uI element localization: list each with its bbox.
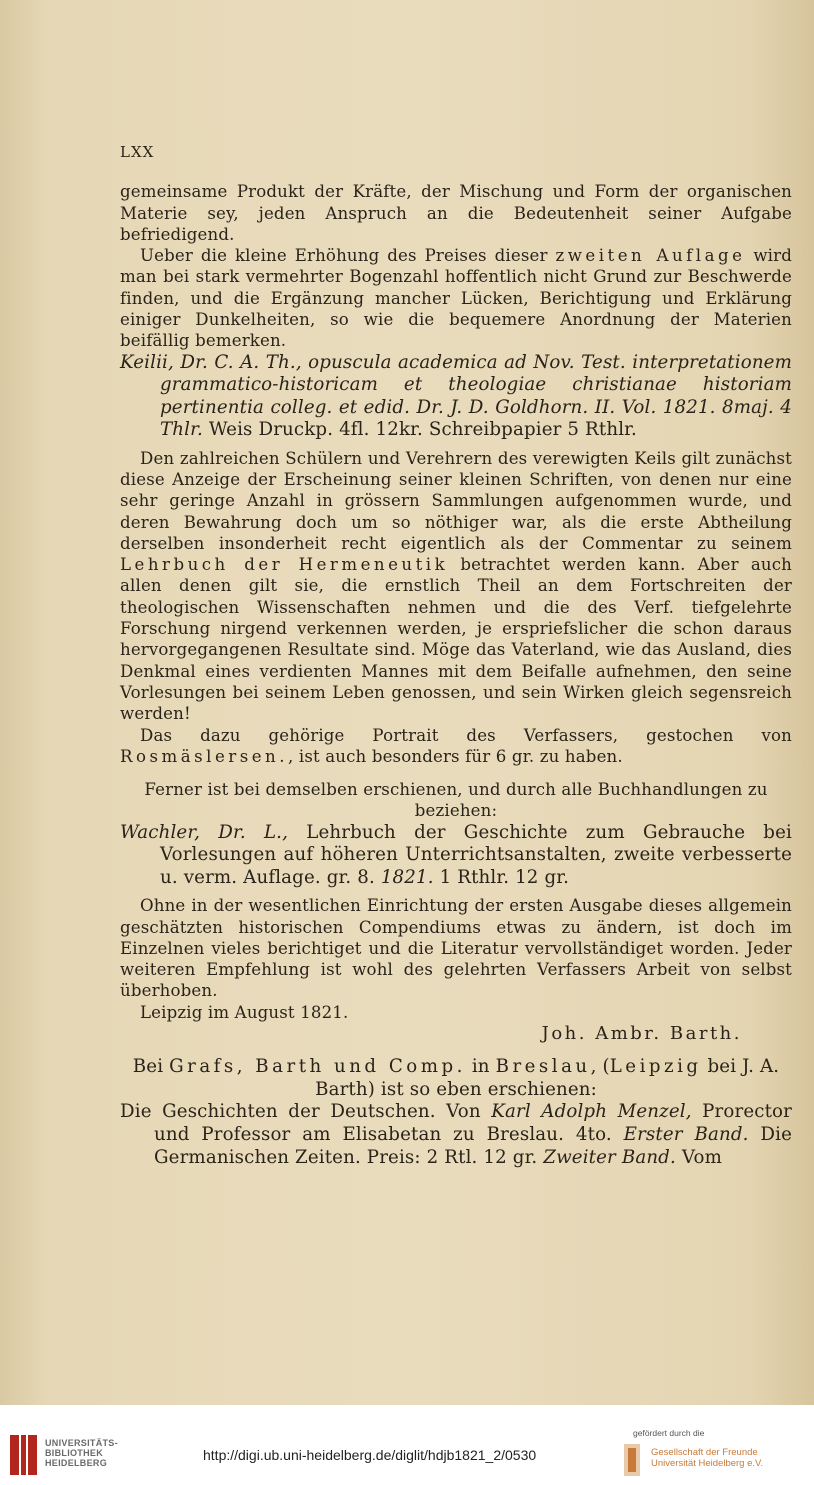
page-number: LXX	[120, 143, 155, 161]
paragraph-3: Den zahlreichen Schülern und Verehrern des verewigten Keils gilt zunächst diese Anzeige der Erscheinung seiner kleinen Schriften, von denen nur eine sehr geringe Anzahl in grössern Sammlungen aufgenommen wurde, und deren Bewahrung doch um so nöthiger war, als die erste Abtheilung derselben insonderheit recht eigentlich als der Commentar zu seinem Lehrbuch der Hermeneutik betrachtet werden kann. Aber auch allen denen gilt sie, die ernstlich Theil an dem Fortschreiten der theologischen Wissenschaften nehmen und die des Verf. tiefgelehrte Forschung nirgend verkennen werden, je erspriefslicher die schon daraus hervorgegangenen Resultate sind. Möge das Vaterland, wie das Ausland, dies Denkmal eines verdienten Mannes mit dem Beifalle aufnehmen, den seine Vorlesungen bei seinem Leben genossen, und sein Wirken gleich segensreich werden!	[120, 448, 792, 724]
publisher-signature: Joh. Ambr. Barth.	[541, 1023, 742, 1044]
entry-keilii: Keilii, Dr. C. A. Th., opuscula academica ad Nov. Test. interpretationem grammatico-historicam et theologiae christianae historiam pertinentia colleg. et edid. Dr. J. D. Goldhorn. II. Vol. 1821. 8maj. 4 Thlr. Weis Druckp. 4fl. 12kr. Schreibpapier 5 Rthlr.	[120, 351, 792, 441]
place-date: Leipzig im August 1821.	[140, 1002, 349, 1022]
funded-by-label: gefördert durch die	[633, 1428, 705, 1438]
page-text	[120, 142, 792, 1169]
society-logo-icon	[620, 1442, 644, 1478]
library-name: UNIVERSITÄTS- BIBLIOTHEK HEIDELBERG	[45, 1438, 118, 1468]
university-library-logo-icon	[8, 1433, 40, 1477]
paragraph-1: gemeinsame Produkt der Kräfte, der Mischung und Form der organischen Materie sey, jeden Anspruch an die Bedeutenheit seiner Aufgabe befriedigend.	[120, 182, 792, 244]
source-url[interactable]: http://digi.ub.uni-heidelberg.de/diglit/hdjb1821_2/0530	[203, 1447, 537, 1463]
society-name: Gesellschaft der Freunde Universität Heidelberg e.V.	[651, 1447, 764, 1469]
paragraph-2: Ueber die kleine Erhöhung des Preises dieser zweiten Auflage wird man bei stark vermehrter Bogenzahl hoffentlich nicht Grund zur Beschwerde finden, und die Ergänzung mancher Lücken, Berichtigung und Erklärung einiger Dunkelheiten, so wie die bequemere Anordnung der Materien beifällig bemerken.	[120, 246, 792, 351]
footer	[0, 1405, 814, 1485]
entry-wachler: Wachler, Dr. L., Lehrbuch der Geschichte zum Gebrauche bei Vorlesungen auf höheren Unterrichtsanstalten, zweite verbesserte u. verm. Auflage. gr. 8. 1821. 1 Rthlr. 12 gr.	[120, 821, 792, 888]
paragraph-6: Ohne in der wesentlichen Einrichtung der ersten Ausgabe dieses allgemein geschätzten historischen Compendiums etwas zu ändern, ist doch im Einzelnen vieles berichtiget und die Literatur vervollständiget worden. Jeder weiteren Empfehlung ist wohl des gelehrten Verfassers Arbeit von selbst überhoben.	[120, 896, 792, 1001]
paragraph-8: Die Geschichten der Deutschen. Von Karl Adolph Menzel, Prorector und Professor am Elisabetan zu Breslau. 4to. Erster Band. Die Germanischen Zeiten. Preis: 2 Rtl. 12 gr. Zweiter Band. Vom	[120, 1101, 792, 1168]
paragraph-5: Ferner ist bei demselben erschienen, und durch alle Buchhandlungen zu beziehen:	[144, 780, 768, 821]
paragraph-7: Bei Grafs, Barth und Comp. in Breslau, (Leipzig bei J. A. Barth) ist so eben erschienen:	[132, 1056, 780, 1100]
paragraph-4: Das dazu gehörige Portrait des Verfassers, gestochen von Rosmäslersen., ist auch besonders für 6 gr. zu haben.	[120, 725, 792, 766]
